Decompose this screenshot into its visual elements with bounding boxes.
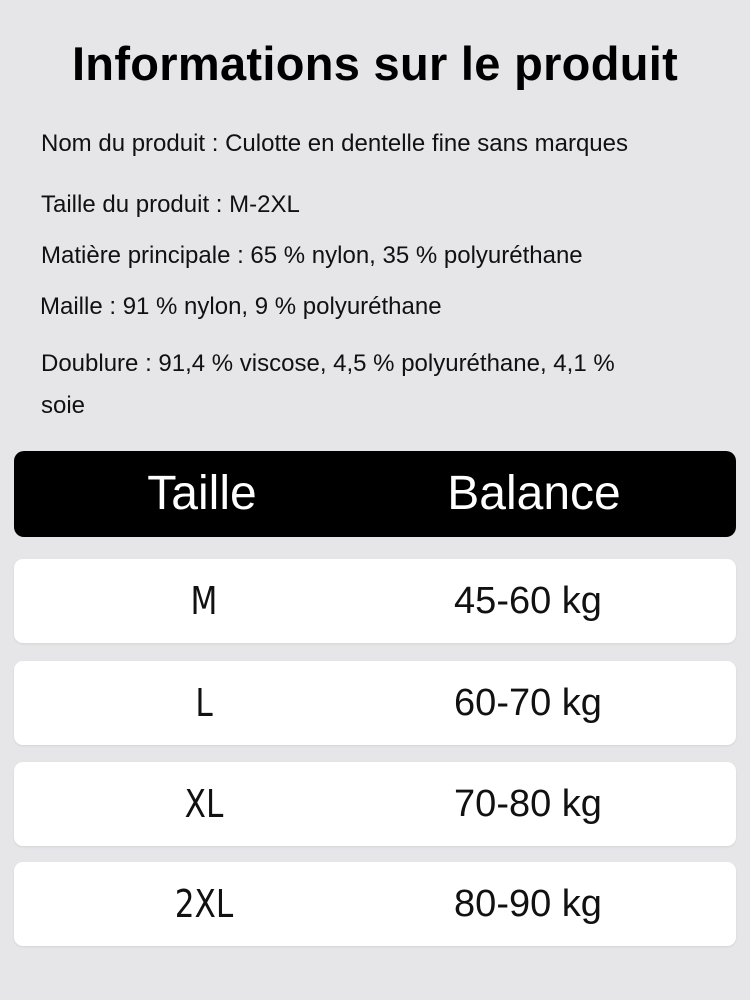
- product-size-range: Taille du produit : M-2XL: [41, 191, 300, 218]
- row-size: 2XL: [174, 882, 234, 926]
- table-row: [14, 862, 736, 946]
- product-name: Nom du produit : Culotte en dentelle fine sans marques: [41, 130, 629, 157]
- row-size: XL: [184, 782, 224, 826]
- header-size: Taille: [147, 467, 257, 520]
- main-material: Matière principale : 65 % nylon, 35 % polyuréthane: [41, 242, 583, 269]
- row-weight: 45-60 kg: [454, 580, 602, 622]
- row-size: L: [195, 681, 213, 725]
- table-row: [14, 661, 736, 745]
- lining-material: Doublure : 91,4 % viscose, 4,5 % polyuréthane, 4,1 % soie: [41, 350, 615, 419]
- table-row: [14, 762, 736, 846]
- page-title: Informations sur le produit: [71, 37, 679, 90]
- table-row: [14, 559, 736, 643]
- mesh-material: Maille : 91 % nylon, 9 % polyuréthane: [40, 293, 442, 320]
- size-table-header: [14, 451, 736, 537]
- row-weight: 60-70 kg: [454, 682, 602, 724]
- header-weight: Balance: [447, 467, 621, 520]
- row-size: M: [190, 579, 218, 623]
- row-weight: 70-80 kg: [454, 783, 602, 825]
- row-weight: 80-90 kg: [454, 883, 602, 925]
